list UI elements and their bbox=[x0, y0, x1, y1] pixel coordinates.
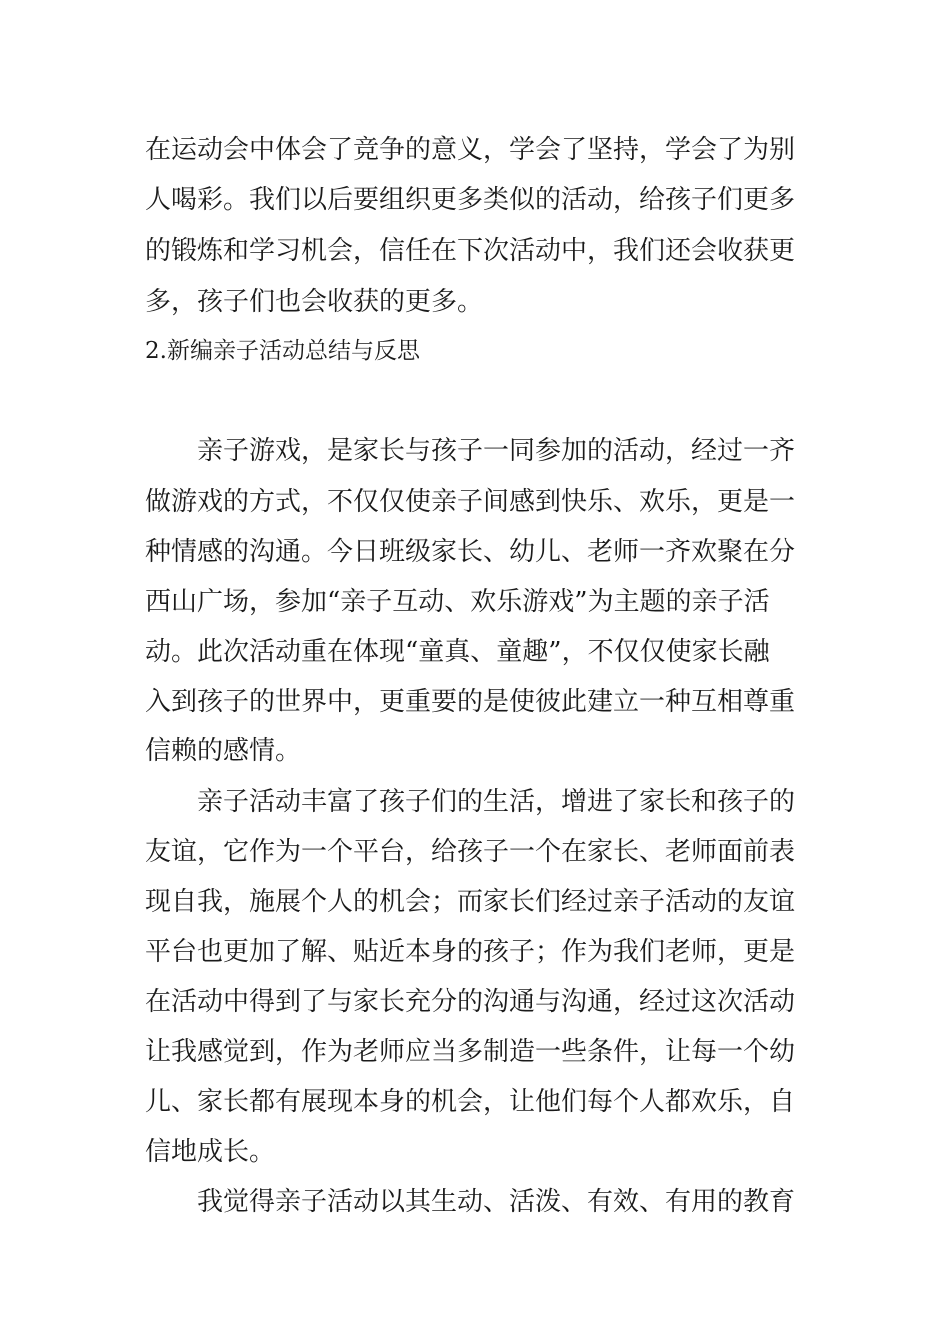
text-line: 信地成长。 bbox=[145, 1137, 276, 1167]
text-line: 平台也更加了解、贴近本身的孩子；作为我们老师，更是 bbox=[145, 937, 796, 967]
text-line: 让我感觉到，作为老师应当多制造一些条件，让每一个幼 bbox=[145, 1037, 796, 1067]
text-line: 动。此次活动重在体现“童真、童趣”，不仅仅使家长融 bbox=[145, 637, 770, 667]
text-line: 种情感的沟通。今日班级家长、幼儿、老师一齐欢聚在分 bbox=[145, 537, 796, 567]
text-line: 亲子游戏，是家长与孩子一同参加的活动，经过一齐 bbox=[197, 436, 796, 466]
text-line: 的锻炼和学习机会，信任在下次活动中，我们还会收获更 bbox=[145, 236, 796, 266]
text-line: 在活动中得到了与家长充分的沟通与沟通，经过这次活动 bbox=[145, 987, 796, 1017]
text-line: 多，孩子们也会收获的更多。 bbox=[145, 287, 484, 317]
text-line: 信赖的感情。 bbox=[145, 736, 302, 766]
text-line: 儿、家长都有展现本身的机会，让他们每个人都欢乐，自 bbox=[145, 1087, 796, 1117]
text-line: 在运动会中体会了竞争的意义，学会了坚持，学会了为别 bbox=[145, 135, 796, 165]
text-line: 入到孩子的世界中，更重要的是使彼此建立一种互相尊重 bbox=[145, 687, 796, 717]
text-line: 现自我，施展个人的机会；而家长们经过亲子活动的友谊 bbox=[145, 887, 796, 917]
text-line: 我觉得亲子活动以其生动、活泼、有效、有用的教育 bbox=[197, 1187, 796, 1217]
text-line: 做游戏的方式，不仅仅使亲子间感到快乐、欢乐，更是一 bbox=[145, 487, 796, 517]
text-line: 人喝彩。我们以后要组织更多类似的活动，给孩子们更多 bbox=[145, 185, 796, 215]
text-line: 西山广场，参加“亲子互动、欢乐游戏”为主题的亲子活 bbox=[145, 587, 770, 617]
section-heading: 2.新编亲子活动总结与反思 bbox=[145, 338, 420, 364]
text-line: 友谊，它作为一个平台，给孩子一个在家长、老师面前表 bbox=[145, 837, 796, 867]
text-line: 亲子活动丰富了孩子们的生活，增进了家长和孩子的 bbox=[197, 787, 796, 817]
